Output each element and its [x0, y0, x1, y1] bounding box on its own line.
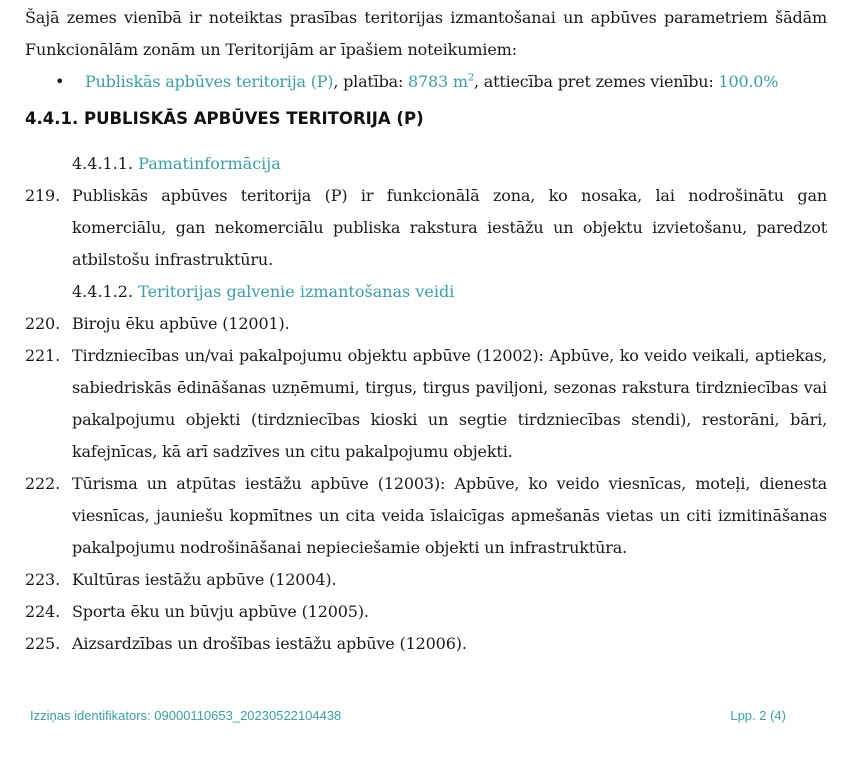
item-number: 223.: [25, 570, 61, 589]
page-number: Lpp. 2 (4): [730, 708, 786, 723]
item-text: Aizsardzības un drošības iestāžu apbūve (12006).: [72, 634, 467, 653]
list-item: [25, 628, 827, 660]
list-item: [25, 468, 827, 564]
list-item: [25, 564, 827, 596]
area-value: [408, 72, 474, 91]
item-text: Tirdzniecības un/vai pakalpojumu objektu apbūve (12002): Apbūve, ko veido veikali, aptiekas, sabiedriskās ēdināšanas uzņēmumi, tirgus, tirgus paviljoni, sezonas rakstura tirdzniecības vai pakalpojumu objekti (tirdzniecības kioski un segtie tirdzniecības stendi), restorāni, bāri, kafejnīcas, kā arī sadzīves un citu pakalpojumu objekti.: [72, 346, 827, 461]
item-text: Sporta ēku un būvju apbūve (12005).: [72, 602, 369, 621]
list-item: [25, 596, 827, 628]
subsection-basic-info: [25, 148, 827, 180]
item-number: 224.: [25, 602, 61, 621]
zone-bullet-item: [25, 66, 827, 98]
item-text: Kultūras iestāžu apbūve (12004).: [72, 570, 337, 589]
item-number: 222.: [25, 474, 61, 493]
list-item: [25, 308, 827, 340]
item-number: 220.: [25, 314, 61, 333]
item-number: 219.: [25, 186, 61, 205]
item-number: 225.: [25, 634, 61, 653]
item-text: Biroju ēku apbūve (12001).: [72, 314, 290, 333]
list-item: [25, 180, 827, 276]
area-value-number: 8783 m: [408, 72, 468, 91]
subsection-title-link[interactable]: Teritorijas galvenie izmantošanas veidi: [138, 282, 455, 301]
ratio-value: 100.0%: [718, 72, 779, 91]
subsection-main-uses: [25, 276, 827, 308]
area-label: , platība:: [333, 72, 409, 91]
area-unit-exponent: 2: [467, 72, 474, 84]
item-text: Publiskās apbūves teritorija (P) ir funkcionālā zona, ko nosaka, lai nodrošinātu gan komerciālu, gan nekomerciālu publiska rakstura iestāžu un objektu izvietošanu, paredzot atbilstošu infrastruktūru.: [72, 186, 827, 269]
item-number: 221.: [25, 346, 61, 365]
subsection-number: 4.4.1.2.: [72, 282, 139, 301]
subsection-title-link[interactable]: Pamatinformācija: [138, 154, 281, 173]
item-text: Tūrisma un atpūtas iestāžu apbūve (12003): Apbūve, ko veido viesnīcas, moteļi, dienesta viesnīcas, jauniešu kopmītnes un cita veida īslaicīgas apmešanās vietas un citi izmitināšanas pakalpojumu nodrošināšanai nepieciešamie objekti un infrastruktūra.: [72, 474, 827, 557]
intro-paragraph: Šajā zemes vienībā ir noteiktas prasības teritorijas izmantošanai un apbūves parametriem šādām Funkcionālām zonām un Teritorijām ar īpašiem noteikumiem:: [25, 8, 827, 59]
subsection-number: 4.4.1.1.: [72, 154, 139, 173]
list-item: [25, 340, 827, 468]
document-page: [25, 0, 827, 660]
zone-name-link[interactable]: Publiskās apbūves teritorija (P): [85, 72, 334, 91]
ratio-label: , attiecība pret zemes vienību:: [474, 72, 719, 91]
bullet-dot-icon: •: [55, 72, 65, 91]
section-heading: 4.4.1. PUBLISKĀS APBŪVES TERITORIJA (P): [25, 109, 424, 128]
certificate-identifier: Izziņas identifikators: 09000110653_20230522104438: [30, 708, 342, 723]
